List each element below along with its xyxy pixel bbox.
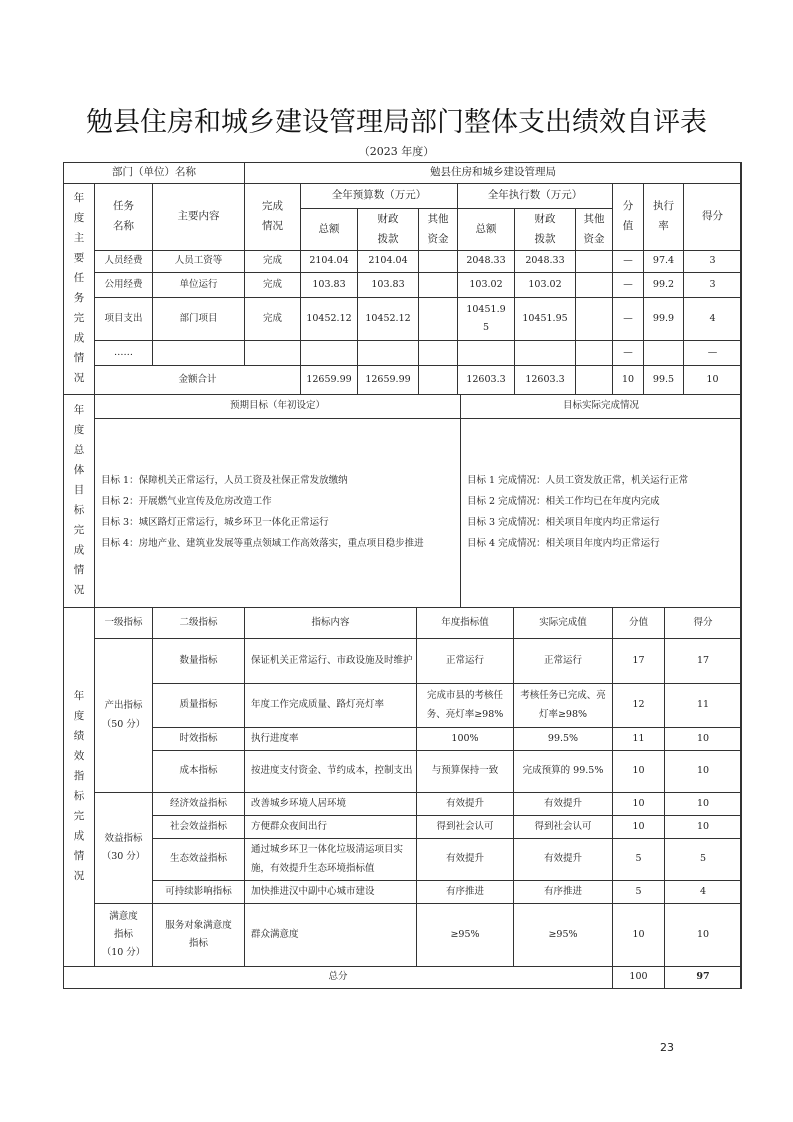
indicator-row-value: 5 bbox=[612, 880, 665, 904]
side-label-char: 况 bbox=[73, 869, 85, 882]
actual-goal: 目标 3 完成情况：相关项目年度内均正常运行 bbox=[467, 517, 660, 528]
indicator-row-level2: 数量指标 bbox=[152, 638, 245, 684]
indicator-row-target: 有效提升 bbox=[416, 838, 514, 881]
side-label-char: 绩 bbox=[73, 730, 85, 743]
header-actual: 实际完成值 bbox=[513, 607, 613, 639]
task-row-e_total: 10451.9 5 bbox=[457, 297, 515, 341]
task-row-b_total: 10452.12 bbox=[300, 297, 358, 341]
side-label-char: 完 bbox=[73, 523, 85, 536]
side-label-char: 年 bbox=[73, 690, 85, 703]
indicator-row-content: 执行进度率 bbox=[244, 727, 417, 751]
side-label-char: 目 bbox=[73, 484, 85, 497]
indicator-row-value: 10 bbox=[612, 903, 665, 967]
side-label-char: 完 bbox=[73, 311, 85, 324]
header-exec-group: 全年执行数（万元） bbox=[457, 183, 613, 209]
indicator-row-actual: 考核任务已完成、亮灯率≥98% bbox=[513, 683, 613, 728]
grand-total-score: 97 bbox=[664, 966, 742, 989]
task-row-e_other bbox=[575, 272, 613, 298]
task-row-e_fiscal bbox=[514, 340, 576, 366]
header-level1: 一级指标 bbox=[94, 607, 153, 639]
header-exec-fiscal: 财政 拨款 bbox=[514, 208, 576, 251]
indicator-row-score: 10 bbox=[664, 903, 742, 967]
expected-goal: 目标 4：房地产业、建筑业发展等重点领域工作高效落实，重点项目稳步推进 bbox=[101, 537, 424, 549]
indicator-row-target: 得到社会认可 bbox=[416, 815, 514, 839]
grand-total-value: 100 bbox=[612, 966, 665, 989]
indicator-row-value: 12 bbox=[612, 683, 665, 728]
total-row-e_total: 12603.3 bbox=[457, 365, 515, 395]
indicator-row-content: 加快推进汉中副中心城市建设 bbox=[244, 880, 417, 904]
side-label-char: 成 bbox=[73, 543, 85, 556]
task-row-b_other bbox=[418, 297, 458, 341]
indicator-row-content: 年度工作完成质量、路灯亮灯率 bbox=[244, 683, 417, 728]
header-exec-rate: 执行 率 bbox=[643, 183, 684, 251]
task-row-b_fiscal: 2104.04 bbox=[357, 250, 419, 273]
group-output: 产出指标 （50 分） bbox=[94, 638, 153, 793]
side-label-char: 度 bbox=[73, 212, 85, 225]
indicator-row-score: 10 bbox=[664, 727, 742, 751]
task-row-task: …… bbox=[94, 340, 153, 366]
expected-goals-list bbox=[94, 418, 461, 608]
total-row-rate: 99.5 bbox=[643, 365, 684, 395]
task-row-e_other bbox=[575, 340, 613, 366]
side-label-char: 况 bbox=[73, 371, 85, 384]
task-row-e_total: 2048.33 bbox=[457, 250, 515, 273]
indicator-row-level2: 成本指标 bbox=[152, 750, 245, 793]
indicator-row-level2: 经济效益指标 bbox=[152, 792, 245, 816]
task-row-value: — bbox=[612, 297, 644, 341]
indicator-row-level2: 服务对象满意度 指标 bbox=[152, 903, 245, 967]
task-row-e_fiscal: 2048.33 bbox=[514, 250, 576, 273]
task-row-score: 3 bbox=[683, 272, 742, 298]
task-row-score: — bbox=[683, 340, 742, 366]
header-score3: 得分 bbox=[664, 607, 742, 639]
actual-goal: 目标 2 完成情况：相关工作均已在年度内完成 bbox=[467, 496, 660, 508]
indicator-row-target: 正常运行 bbox=[416, 638, 514, 684]
side-label-char: 要 bbox=[73, 252, 85, 265]
indicator-row-actual: 得到社会认可 bbox=[513, 815, 613, 839]
task-row-e_total: 103.02 bbox=[457, 272, 515, 298]
side-label-char: 总 bbox=[73, 444, 85, 457]
indicator-row-content: 群众满意度 bbox=[244, 903, 417, 967]
indicator-row-score: 10 bbox=[664, 815, 742, 839]
task-row-status: 完成 bbox=[244, 250, 301, 273]
total-row-score: 10 bbox=[683, 365, 742, 395]
side-label-char: 标 bbox=[73, 504, 85, 516]
indicator-row-target: 与预算保持一致 bbox=[416, 750, 514, 793]
indicator-row-target: ≥95% bbox=[416, 903, 514, 967]
indicator-row-value: 5 bbox=[612, 838, 665, 881]
indicator-row-content: 方便群众夜间出行 bbox=[244, 815, 417, 839]
task-row-content bbox=[152, 340, 245, 366]
indicator-row-actual: 99.5% bbox=[513, 727, 613, 751]
actual-goal: 目标 4 完成情况：相关项目年度内均正常运行 bbox=[467, 537, 660, 549]
total-row-e_fiscal: 12603.3 bbox=[514, 365, 576, 395]
section2-side-label bbox=[63, 394, 95, 608]
indicator-row-actual: ≥95% bbox=[513, 903, 613, 967]
side-label-char: 标 bbox=[73, 790, 85, 802]
header-task-name: 任务 名称 bbox=[94, 183, 153, 251]
indicator-row-actual: 有效提升 bbox=[513, 792, 613, 816]
side-label-char: 效 bbox=[73, 750, 85, 763]
indicator-row-score: 10 bbox=[664, 750, 742, 793]
task-row-rate: 99.9 bbox=[643, 297, 684, 341]
indicator-row-score: 4 bbox=[664, 880, 742, 904]
indicator-row-target: 100% bbox=[416, 727, 514, 751]
grand-total-label: 总分 bbox=[63, 966, 613, 989]
group-benefit: 效益指标 （30 分） bbox=[94, 792, 153, 904]
indicator-row-score: 5 bbox=[664, 838, 742, 881]
indicator-row-score: 17 bbox=[664, 638, 742, 684]
indicator-row-content: 保证机关正常运行、市政设施及时维护 bbox=[244, 638, 417, 684]
header-content: 主要内容 bbox=[152, 183, 245, 251]
indicator-row-value: 11 bbox=[612, 727, 665, 751]
side-label-char: 度 bbox=[73, 710, 85, 723]
task-row-e_fiscal: 103.02 bbox=[514, 272, 576, 298]
task-row-value: — bbox=[612, 250, 644, 273]
expected-goals-header: 预期目标（年初设定） bbox=[94, 394, 461, 419]
header-value: 分值 bbox=[612, 607, 665, 639]
header-score: 得分 bbox=[683, 183, 742, 251]
side-label-char: 况 bbox=[73, 583, 85, 596]
indicator-row-target: 有序推进 bbox=[416, 880, 514, 904]
task-row-e_fiscal: 10451.95 bbox=[514, 297, 576, 341]
actual-goals-header: 目标实际完成情况 bbox=[460, 394, 742, 419]
header-budget-group: 全年预算数（万元） bbox=[300, 183, 458, 209]
task-row-task: 公用经费 bbox=[94, 272, 153, 298]
actual-goals-list bbox=[460, 418, 742, 608]
page-subtitle: （2023 年度） bbox=[358, 145, 435, 158]
expected-goal: 目标 3：城区路灯正常运行，城乡环卫一体化正常运行 bbox=[101, 517, 329, 528]
header-budget-fiscal: 财政 拨款 bbox=[357, 208, 419, 251]
indicator-row-content: 通过城乡环卫一体化垃圾清运项目实施，有效提升生态环境指标值 bbox=[244, 838, 417, 881]
task-row-content: 单位运行 bbox=[152, 272, 245, 298]
header-level2: 二级指标 bbox=[152, 607, 245, 639]
indicator-row-content: 按进度支付资金、节约成本，控制支出 bbox=[244, 750, 417, 793]
side-label-char: 度 bbox=[73, 424, 85, 437]
header-target: 年度指标值 bbox=[416, 607, 514, 639]
task-row-b_other bbox=[418, 272, 458, 298]
total-row-b_other bbox=[418, 365, 458, 395]
dept-value: 勉县住房和城乡建设管理局 bbox=[244, 162, 742, 184]
task-row-b_fiscal: 10452.12 bbox=[357, 297, 419, 341]
task-row-rate: 97.4 bbox=[643, 250, 684, 273]
header-exec-other: 其他 资金 bbox=[575, 208, 613, 251]
group-satisfaction: 满意度 指标 （10 分） bbox=[94, 903, 153, 967]
total-row-value: 10 bbox=[612, 365, 644, 395]
indicator-row-value: 10 bbox=[612, 750, 665, 793]
task-row-b_fiscal: 103.83 bbox=[357, 272, 419, 298]
header-budget-other: 其他 资金 bbox=[418, 208, 458, 251]
side-label-char: 情 bbox=[73, 849, 85, 862]
side-label-char: 年 bbox=[73, 404, 85, 417]
task-row-b_total: 103.83 bbox=[300, 272, 358, 298]
task-row-content: 部门项目 bbox=[152, 297, 245, 341]
task-row-e_total bbox=[457, 340, 515, 366]
task-row-status: 完成 bbox=[244, 272, 301, 298]
task-row-status bbox=[244, 340, 301, 366]
indicator-row-actual: 完成预算的 99.5% bbox=[513, 750, 613, 793]
actual-goal: 目标 1 完成情况：人员工资发放正常，机关运行正常 bbox=[467, 475, 689, 487]
indicator-row-level2: 生态效益指标 bbox=[152, 838, 245, 881]
side-label-char: 完 bbox=[73, 809, 85, 822]
side-label-char: 情 bbox=[73, 563, 85, 576]
indicator-row-level2: 可持续影响指标 bbox=[152, 880, 245, 904]
task-row-task: 人员经费 bbox=[94, 250, 153, 273]
indicator-row-score: 10 bbox=[664, 792, 742, 816]
indicator-row-target: 完成市县的考核任务、亮灯率≥98% bbox=[416, 683, 514, 728]
task-row-value: — bbox=[612, 272, 644, 298]
side-label-char: 指 bbox=[73, 770, 85, 783]
indicator-row-score: 11 bbox=[664, 683, 742, 728]
indicator-row-value: 10 bbox=[612, 792, 665, 816]
task-row-status: 完成 bbox=[244, 297, 301, 341]
side-label-char: 成 bbox=[73, 829, 85, 842]
total-row-b_fiscal: 12659.99 bbox=[357, 365, 419, 395]
side-label-char: 成 bbox=[73, 331, 85, 344]
task-row-rate: 99.2 bbox=[643, 272, 684, 298]
side-label-char: 主 bbox=[73, 232, 85, 245]
side-label-char: 务 bbox=[73, 292, 85, 304]
indicator-row-actual: 正常运行 bbox=[513, 638, 613, 684]
page-title: 勉县住房和城乡建设管理局部门整体支出绩效自评表 bbox=[86, 107, 707, 138]
task-row-b_other bbox=[418, 250, 458, 273]
total-row-b_total: 12659.99 bbox=[300, 365, 358, 395]
dept-label: 部门（单位）名称 bbox=[63, 162, 245, 184]
task-row-b_fiscal bbox=[357, 340, 419, 366]
header-score-value: 分 值 bbox=[612, 183, 644, 251]
section1-side-label bbox=[63, 183, 95, 395]
side-label-char: 年 bbox=[73, 192, 85, 205]
task-row-value: — bbox=[612, 340, 644, 366]
section3-side-label bbox=[63, 607, 95, 967]
task-row-b_other bbox=[418, 340, 458, 366]
task-row-score: 4 bbox=[683, 297, 742, 341]
task-row-b_total: 2104.04 bbox=[300, 250, 358, 273]
task-row-b_total bbox=[300, 340, 358, 366]
task-row-e_other bbox=[575, 250, 613, 273]
header-indicator-content: 指标内容 bbox=[244, 607, 417, 639]
header-status: 完成 情况 bbox=[244, 183, 301, 251]
task-row-score: 3 bbox=[683, 250, 742, 273]
task-row-task: 项目支出 bbox=[94, 297, 153, 341]
indicator-row-level2: 社会效益指标 bbox=[152, 815, 245, 839]
side-label-char: 情 bbox=[73, 351, 85, 364]
task-row-rate bbox=[643, 340, 684, 366]
header-exec-total: 总额 bbox=[457, 208, 515, 251]
indicator-row-value: 10 bbox=[612, 815, 665, 839]
expected-goal: 目标 1：保障机关正常运行，人员工资及社保正常发放缴纳 bbox=[101, 475, 348, 487]
indicator-row-actual: 有序推进 bbox=[513, 880, 613, 904]
total-row-label: 金额合计 bbox=[94, 365, 301, 395]
indicator-row-actual: 有效提升 bbox=[513, 838, 613, 881]
indicator-row-level2: 质量指标 bbox=[152, 683, 245, 728]
indicator-row-level2: 时效指标 bbox=[152, 727, 245, 751]
header-budget-total: 总额 bbox=[300, 208, 358, 251]
task-row-e_other bbox=[575, 297, 613, 341]
side-label-char: 体 bbox=[73, 464, 85, 477]
side-label-char: 任 bbox=[73, 272, 85, 285]
indicator-row-target: 有效提升 bbox=[416, 792, 514, 816]
indicator-row-value: 17 bbox=[612, 638, 665, 684]
expected-goal: 目标 2：开展燃气业宣传及危房改造工作 bbox=[101, 496, 272, 508]
indicator-row-content: 改善城乡环境人居环境 bbox=[244, 792, 417, 816]
total-row-e_other bbox=[575, 365, 613, 395]
page-number: 23 bbox=[660, 1041, 674, 1054]
task-row-content: 人员工资等 bbox=[152, 250, 245, 273]
